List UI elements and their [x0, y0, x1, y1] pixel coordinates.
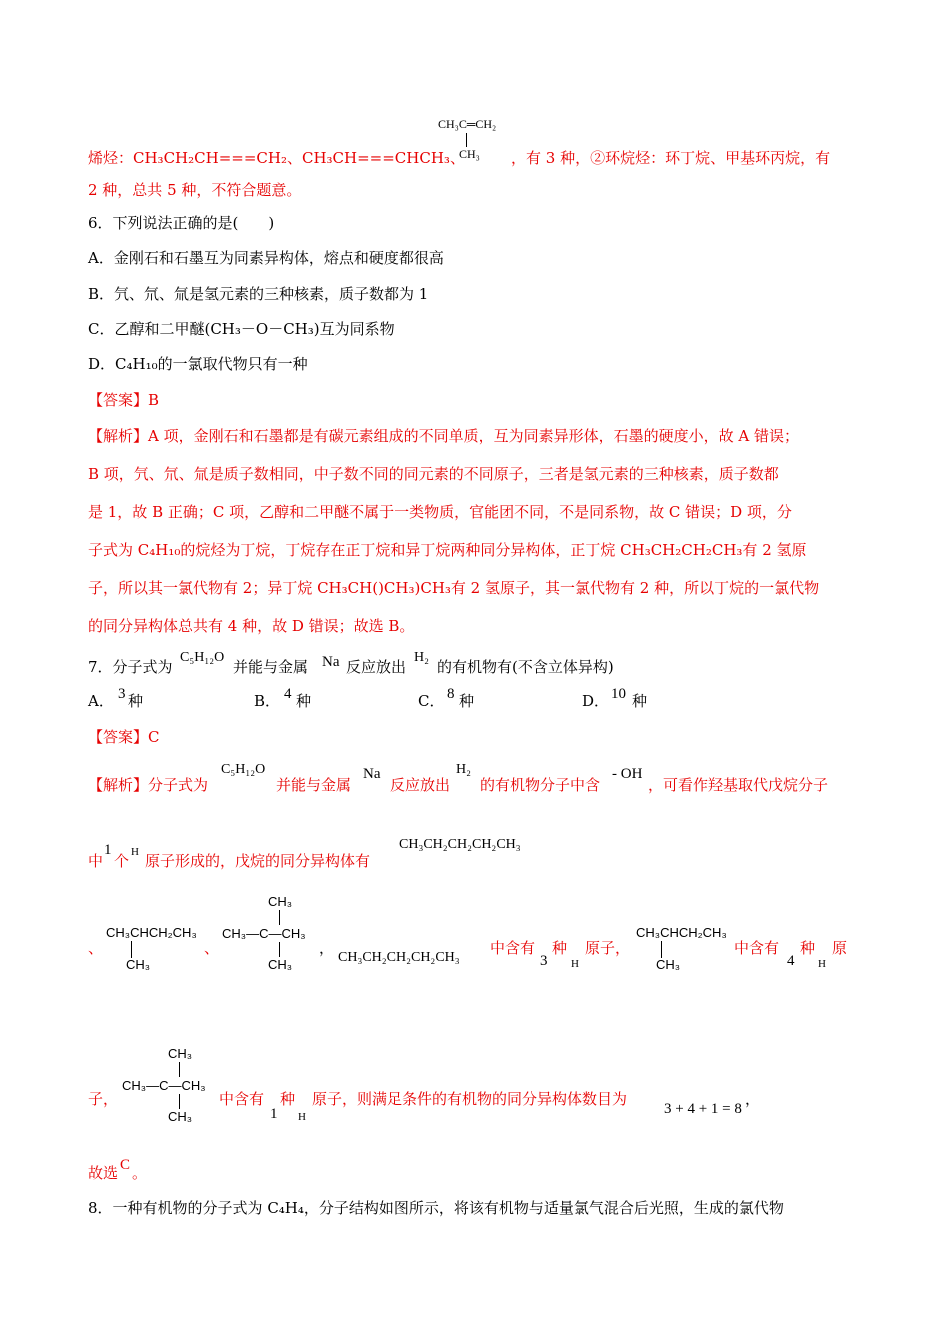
q7-exp1-h2: H₂ [456, 762, 471, 777]
q6-explanation-1: 【解析】A 项，金刚石和石墨都是有碳元素组成的不同单质，互为同素异形体，石墨的硬度小，故 A 错误； [88, 427, 799, 445]
q8-stem: 8．一种有机物的分子式为 C₄H₄，分子结构如图所示，将该有机物与适量氯气混合后光照，生成的氯代物 [88, 1199, 784, 1217]
q7-option-d-value: 10 [611, 686, 626, 702]
q7-exp2-one: 1 [104, 842, 112, 858]
bond-line [179, 1062, 180, 1077]
q7-zi: 子， [88, 1090, 119, 1108]
q7-exp1-b: 并能与金属 [276, 776, 352, 794]
bond-line [279, 942, 280, 957]
q6-explanation-4: 子式为 C₄H₁₀的烷烃为丁烷，丁烷存在正丁烷和异丁烷两种同分异构体，正丁烷 CH₃CH₂CH₂CH₃有 2 氢原 [88, 541, 807, 559]
isobutene-top: CH₃C═CH₂ [438, 117, 497, 131]
q7-kind-1: 种 [552, 939, 568, 957]
isobutene-bottom: CH₃ [459, 147, 480, 161]
q7-option-a-value: 3 [118, 686, 126, 702]
q7-count-3: 3 [540, 953, 548, 969]
bond-line [466, 133, 467, 147]
q6-explanation-3: 是 1，故 B 正确；C 项，乙醇和二甲醚不属于一类物质，官能团不同，不是同系物，故 C 错误；D 项，分 [88, 503, 792, 521]
q7-pentane-1: CH₃CH₂CH₂CH₂CH₃ [399, 837, 521, 852]
q7-sep-2: 、 [204, 939, 220, 957]
q7-option-c-value: 8 [447, 686, 455, 702]
intro-line-1b: ，有 3 种，②环烷烃：环丁烷、甲基环丙烷，有 [511, 149, 831, 167]
q7-end-b: 。 [132, 1164, 148, 1182]
q7-kind-2: 种 [800, 939, 816, 957]
neopentane-2-top: CH₃ [168, 1046, 193, 1061]
bond-line [661, 941, 662, 958]
neopentane-1-top: CH₃ [268, 894, 293, 909]
q7-contains-1: 中含有 [490, 939, 536, 957]
q6-explanation-6: 的同分异构体总共有 4 种，故 D 错误；故选 B。 [88, 617, 415, 635]
q7-exp1-c: 反应放出 [390, 776, 451, 794]
q6-option-c: C．乙醇和二甲醚(CH₃－O－CH₃)互为同系物 [88, 320, 395, 338]
isopentane-1-top: CH₃CHCH₂CH₃ [106, 925, 197, 940]
q6-explanation-5: 子，所以其一氯代物有 2；异丁烷 CH₃CH()CH₃)CH₃有 2 氢原子，其一氯代物有 2 种，所以丁烷的一氯代物 [88, 579, 820, 597]
neopentane-1-mid: CH₃—C—CH₃ [222, 926, 306, 941]
q6-option-a: A．金刚石和石墨互为同素异构体，熔点和硬度都很高 [88, 249, 444, 267]
q7-exp1-oh: - OH [612, 766, 643, 782]
q7-option-a-unit: 种 [128, 692, 144, 710]
q7-answer: 【答案】C [88, 728, 160, 746]
intro-line-1a: 烯烃：CH₃CH₂CH===CH₂、CH₃CH===CHCH₃、 [88, 149, 465, 167]
q7-count-1: 1 [270, 1106, 278, 1122]
q6-option-b: B．氕、氘、氚是氢元素的三种核素，质子数都为 1 [88, 285, 429, 303]
neopentane-2-bottom: CH₃ [168, 1109, 193, 1124]
q7-sep-1: 、 [88, 939, 104, 957]
q6-stem: 6．下列说法正确的是( ) [88, 214, 275, 232]
q7-formula: C₅H₁₂O [180, 650, 225, 665]
q7-end-choice: C [120, 1157, 131, 1173]
q7-exp2-b: 个 [114, 852, 130, 870]
q7-sum: 3 + 4 + 1 = 8 [664, 1101, 742, 1117]
q7-option-c-unit: 种 [459, 692, 475, 710]
q7-option-b-value: 4 [284, 686, 292, 702]
q7-h-2: H [818, 958, 826, 970]
q7-contains-2: 中含有 [734, 939, 780, 957]
isopentane-1-bottom: CH₃ [126, 957, 151, 972]
q7-atom-end: 原 [832, 939, 848, 957]
q7-h-1: H [571, 958, 579, 970]
q7-exp2-h: H [131, 846, 139, 858]
q7-stem-a: 7．分子式为 [88, 658, 173, 676]
q7-na: Na [322, 654, 340, 670]
q7-atom-1: 原子， [585, 939, 631, 957]
q7-exp1-formula: C₅H₁₂O [221, 762, 266, 777]
neopentane-1-bottom: CH₃ [268, 957, 293, 972]
q7-option-c-label: C． [418, 692, 445, 710]
q7-comma-2: ， [745, 1090, 761, 1108]
q6-answer: 【答案】B [88, 391, 160, 409]
q7-stem-d: 的有机物有(不含立体异构) [437, 658, 614, 676]
q7-h2: H₂ [414, 650, 429, 665]
q6-option-d: D．C₄H₁₀的一氯取代物只有一种 [88, 355, 308, 373]
q7-option-a-label: A． [88, 692, 114, 710]
intro-line-2: 2 种，总共 5 种，不符合题意。 [88, 181, 302, 199]
q7-end-a: 故选 [88, 1164, 119, 1182]
q7-option-d-label: D． [582, 692, 610, 710]
q7-stem-c: 反应放出 [346, 658, 407, 676]
q7-exp2-c: 原子形成的，戊烷的同分异构体有 [145, 852, 371, 870]
q7-exp1-na: Na [363, 766, 381, 782]
bond-line [279, 910, 280, 925]
q7-comma-1: ， [319, 939, 335, 957]
q6-explanation-2: B 项，氕、氘、氚是质子数相同，中子数不同的同元素的不同原子，三者是氢元素的三种核素，质子数都 [88, 465, 779, 483]
q7-exp1-d: 的有机物分子中含 [480, 776, 601, 794]
q7-exp3-c: 原子，则满足条件的有机物的同分异构体数目为 [312, 1090, 628, 1108]
q7-option-d-unit: 种 [632, 692, 648, 710]
q7-pentane-2: CH₃CH₂CH₂CH₂CH₃ [338, 950, 460, 965]
bond-line [131, 941, 132, 958]
isopentane-2-bottom: CH₃ [656, 957, 681, 972]
q7-h-3: H [298, 1111, 306, 1123]
bond-line [179, 1094, 180, 1109]
q7-kind-3: 种 [280, 1090, 296, 1108]
q7-option-b-unit: 种 [296, 692, 312, 710]
q7-count-4: 4 [787, 953, 795, 969]
q7-exp2-a: 中 [88, 852, 104, 870]
isopentane-2-top: CH₃CHCH₂CH₃ [636, 925, 727, 940]
q7-exp1-a: 【解析】分子式为 [88, 776, 209, 794]
q7-option-b-label: B． [254, 692, 281, 710]
q7-exp1-e: ，可看作羟基取代戊烷分子 [648, 776, 829, 794]
q7-stem-b: 并能与金属 [233, 658, 309, 676]
q7-contains-3: 中含有 [219, 1090, 265, 1108]
neopentane-2-mid: CH₃—C—CH₃ [122, 1078, 206, 1093]
